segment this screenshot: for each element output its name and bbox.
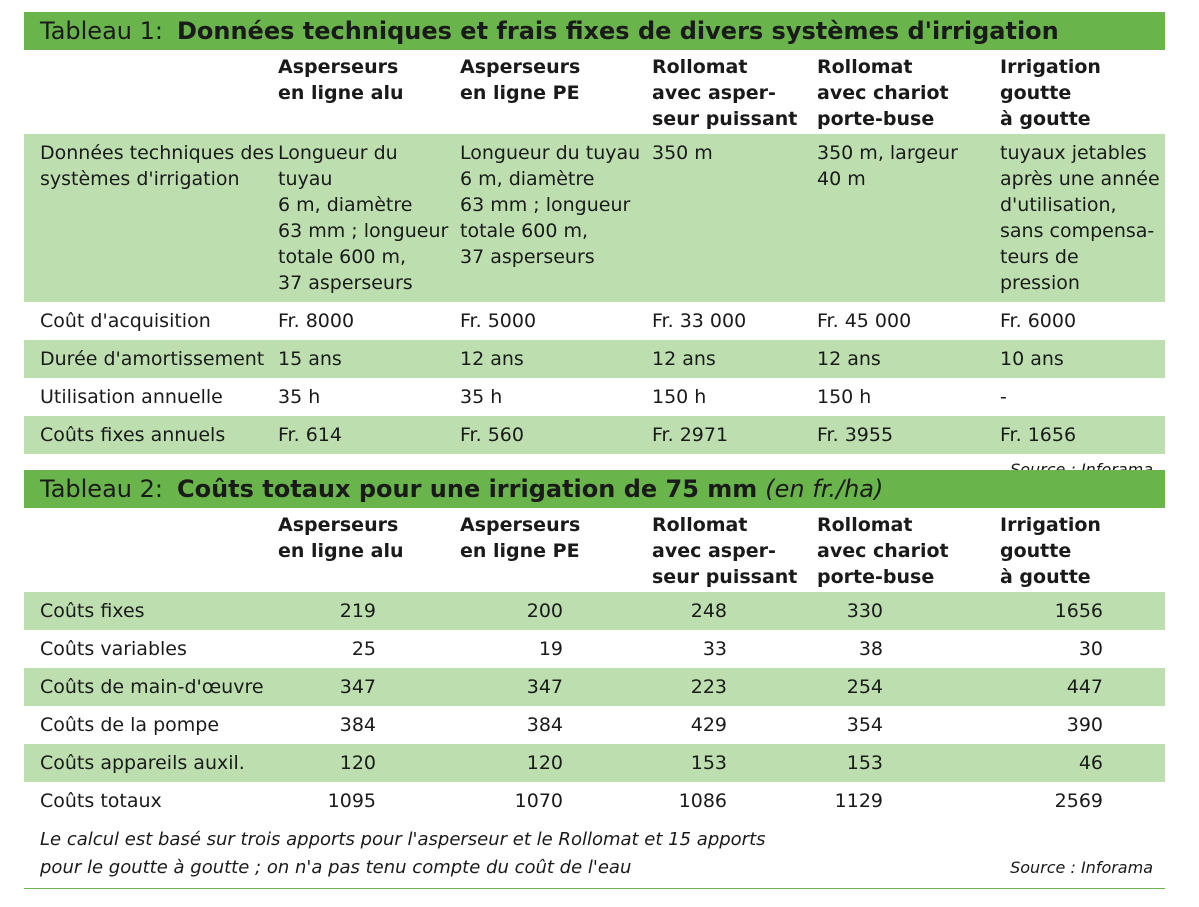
table2-row	[24, 630, 1165, 668]
table2-header-cell: Rollomat avec chariot porte-buse	[817, 514, 949, 588]
table1-row-label: Données techniques des systèmes d'irrigation	[40, 142, 274, 190]
table2-cell: 219	[339, 600, 376, 622]
table1-cell: 35 h	[278, 386, 321, 408]
table-2	[24, 470, 1165, 889]
table1-cell: Fr. 8000	[278, 310, 355, 332]
table1-cell: 150 h	[817, 386, 872, 408]
table-2-title: Coûts totaux pour une irrigation de 75 mm	[176, 475, 758, 503]
table1-cell: Fr. 560	[460, 424, 524, 446]
table-2-source: Source : Inforama	[1010, 858, 1153, 877]
table2-header-cell	[24, 508, 278, 592]
table2-cell: 1070	[514, 790, 563, 812]
table2-cell: 429	[690, 714, 727, 736]
table2-cell: 1129	[834, 790, 883, 812]
table-2-title-bar	[24, 470, 1165, 508]
table1-header-cell: Rollomat avec asper- seur puissant	[652, 56, 798, 130]
table1-header-cell: Asperseurs en ligne PE	[460, 56, 581, 104]
table1-row	[24, 340, 1165, 378]
table1-row	[24, 416, 1165, 454]
table-1-body	[24, 50, 1165, 454]
table1-cell: Fr. 2971	[652, 424, 729, 446]
table2-header-cell: Asperseurs en ligne PE	[460, 514, 581, 562]
table2-cell: 19	[538, 638, 563, 660]
table1-cell: 350 m	[652, 142, 713, 164]
table2-header-cell: Rollomat avec asper- seur puissant	[652, 514, 798, 588]
table2-row	[24, 706, 1165, 744]
table1-cell: 12 ans	[460, 348, 524, 370]
table1-cell: 10 ans	[1000, 348, 1064, 370]
table1-cell: Fr. 614	[278, 424, 342, 446]
table1-cell: Fr. 33 000	[652, 310, 747, 332]
table1-cell: Longueur du tuyau 6 m, diamètre 63 mm ; longueur totale 600 m, 37 asperseurs	[278, 142, 449, 294]
table1-cell: 350 m, largeur 40 m	[817, 142, 958, 190]
table2-header-cell: Irrigation goutte à goutte	[1000, 514, 1101, 588]
table2-cell: 1086	[678, 790, 727, 812]
table1-cell: tuyaux jetables après une année d'utilisation, sans compensa- teurs de pression	[1000, 142, 1160, 294]
table2-cell: 2569	[1054, 790, 1103, 812]
table1-cell: 12 ans	[652, 348, 716, 370]
table1-row-label: Durée d'amortissement	[40, 348, 265, 370]
table1-header-cell: Asperseurs en ligne alu	[278, 56, 404, 104]
table2-cell: 25	[351, 638, 376, 660]
table2-cell: 390	[1066, 714, 1103, 736]
table1-cell: Fr. 1656	[1000, 424, 1077, 446]
table2-cell: 248	[690, 600, 727, 622]
table1-cell: Longueur du tuyau 6 m, diamètre 63 mm ; longueur totale 600 m, 37 asperseurs	[460, 142, 641, 268]
table2-header-cell: Asperseurs en ligne alu	[278, 514, 404, 562]
table1-cell: Fr. 5000	[460, 310, 537, 332]
table2-row-label: Coûts variables	[40, 638, 187, 660]
table1-cell: Fr. 45 000	[817, 310, 912, 332]
table1-row-label: Coût d'acquisition	[40, 310, 211, 332]
table-1-title-bar	[24, 12, 1165, 50]
table-2-label: Tableau 2:	[40, 475, 163, 503]
table2-cell: 1656	[1054, 600, 1103, 622]
table-1-label: Tableau 1:	[40, 17, 163, 45]
table1-header-row	[24, 50, 1165, 134]
table1-cell: Fr. 6000	[1000, 310, 1077, 332]
table2-cell: 120	[339, 752, 376, 774]
table2-row	[24, 744, 1165, 782]
table2-row	[24, 592, 1165, 630]
table2-cell: 1095	[327, 790, 376, 812]
table2-cell: 330	[846, 600, 883, 622]
table1-cell: 150 h	[652, 386, 707, 408]
table1-cell: 12 ans	[817, 348, 881, 370]
table2-cell: 254	[846, 676, 883, 698]
table2-row	[24, 668, 1165, 706]
table1-row	[24, 378, 1165, 416]
table1-cell: 15 ans	[278, 348, 342, 370]
table1-cell: 35 h	[460, 386, 503, 408]
table-2-unit: (en fr./ha)	[765, 475, 884, 503]
table2-cell: 223	[690, 676, 727, 698]
table2-cell: 347	[339, 676, 376, 698]
table1-cell: Fr. 3955	[817, 424, 894, 446]
table2-row-label: Coûts de main-d'œuvre	[40, 676, 264, 698]
table1-row	[24, 302, 1165, 340]
table2-cell: 120	[526, 752, 563, 774]
table1-row-label: Utilisation annuelle	[40, 386, 223, 408]
table2-row-label: Coûts appareils auxil.	[40, 752, 245, 774]
table2-row-label: Coûts fixes	[40, 600, 145, 622]
table2-cell: 447	[1066, 676, 1103, 698]
table1-header-cell	[24, 50, 278, 134]
table2-cell: 38	[858, 638, 883, 660]
table-2-body	[24, 508, 1165, 820]
table2-row	[24, 782, 1165, 820]
table1-row-label: Coûts fixes annuels	[40, 424, 226, 446]
table1-header-cell: Rollomat avec chariot porte-buse	[817, 56, 949, 130]
table2-cell: 347	[526, 676, 563, 698]
table2-header-row	[24, 508, 1165, 592]
table2-row-label: Coûts de la pompe	[40, 714, 220, 736]
table-2-note: Le calcul est basé sur trois apports pour l'asperseur et le Rollomat et 15 apports pour le goutte à goutte ; on n'a pas tenu compte du coût de l'eau	[40, 829, 766, 878]
table1-row	[24, 134, 1165, 302]
table2-cell: 354	[846, 714, 883, 736]
table1-header-cell: Irrigation goutte à goutte	[1000, 56, 1101, 130]
table2-cell: 384	[526, 714, 563, 736]
table-1	[24, 12, 1165, 479]
table2-cell: 33	[702, 638, 727, 660]
table2-cell: 30	[1078, 638, 1103, 660]
table-1-title: Données techniques et frais fixes de divers systèmes d'irrigation	[176, 17, 1059, 45]
table2-cell: 153	[690, 752, 727, 774]
table2-cell: 46	[1078, 752, 1103, 774]
table2-cell: 384	[339, 714, 376, 736]
table-2-footer	[24, 820, 1165, 889]
table2-cell: 200	[526, 600, 563, 622]
table2-row-label: Coûts totaux	[40, 790, 162, 812]
table1-cell: -	[1000, 386, 1007, 408]
table2-cell: 153	[846, 752, 883, 774]
